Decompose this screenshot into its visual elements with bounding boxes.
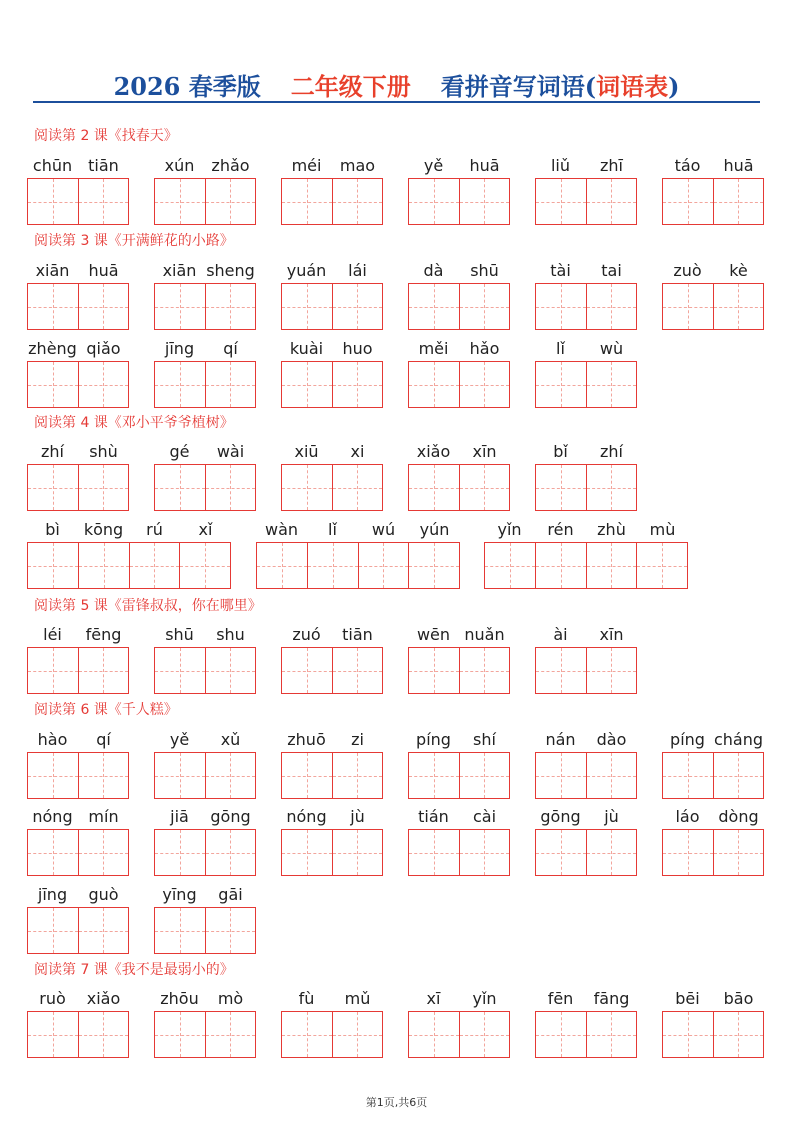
writing-cell[interactable] [155,830,205,875]
writing-cell[interactable] [282,284,332,329]
writing-box-group[interactable] [281,361,383,408]
pinyin-label: yuán [286,261,327,280]
writing-box-group[interactable] [154,829,256,876]
writing-cell[interactable] [332,753,383,798]
writing-cell[interactable] [155,362,205,407]
writing-box-group[interactable] [27,361,129,408]
pinyin-label: bì [45,520,60,539]
pinyin-label: wàn [264,520,299,539]
pinyin-label: yīng [162,885,197,904]
writing-cell[interactable] [663,284,713,329]
pinyin-label: dào [596,730,627,749]
pinyin-label: wēn [416,625,451,644]
pinyin-label: tián [418,807,449,826]
pinyin-label: xún [164,156,195,175]
pinyin-label: nóng [286,807,327,826]
writing-cell[interactable] [358,543,409,588]
pinyin-label: hǎo [469,339,500,358]
writing-cell[interactable] [409,465,459,510]
writing-cell[interactable] [155,908,205,953]
writing-cell[interactable] [205,908,256,953]
writing-cell[interactable] [459,362,510,407]
writing-box-group[interactable] [154,283,256,330]
lesson-heading: 阅读第 7 课《我不是最弱小的》 [34,962,234,978]
pinyin-label: dòng [718,807,759,826]
writing-cell[interactable] [663,753,713,798]
writing-cell[interactable] [78,362,129,407]
writing-cell[interactable] [282,465,332,510]
pinyin-label: cháng [713,730,764,749]
writing-cell[interactable] [155,753,205,798]
pinyin-label: lǐ [556,339,565,358]
pinyin-label: sheng [206,261,255,280]
writing-cell[interactable] [459,179,510,224]
writing-box-group[interactable] [154,178,256,225]
writing-cell[interactable] [409,179,459,224]
pinyin-label: xīn [599,625,624,644]
writing-cell[interactable] [663,830,713,875]
pinyin-label: dà [423,261,444,280]
writing-box-group[interactable] [662,829,764,876]
writing-box-group[interactable] [535,829,637,876]
writing-cell[interactable] [332,179,383,224]
pinyin-label: yě [423,156,444,175]
writing-cell[interactable] [536,830,586,875]
title-underline [33,101,760,103]
pinyin-label: bēi [675,989,700,1008]
writing-box-group[interactable] [281,283,383,330]
pinyin-label: nán [545,730,576,749]
writing-box-group[interactable] [154,361,256,408]
writing-cell[interactable] [332,465,383,510]
writing-cell[interactable] [409,362,459,407]
pinyin-label: xiān [35,261,70,280]
writing-cell[interactable] [332,362,383,407]
writing-cell[interactable] [409,830,459,875]
writing-box-group[interactable] [662,178,764,225]
writing-cell[interactable] [459,830,510,875]
writing-cell[interactable] [332,648,383,693]
pinyin-label: měi [418,339,449,358]
title-task: 看拼音写词语 [440,72,585,101]
writing-box-group[interactable] [27,752,129,799]
pinyin-label: qí [223,339,238,358]
pinyin-label: ài [553,625,568,644]
lesson-heading: 阅读第 5 课《雷锋叔叔，你在哪里》 [34,598,262,614]
lesson-heading: 阅读第 4 课《邓小平爷爷植树》 [34,415,234,431]
writing-box-group[interactable] [408,752,510,799]
pinyin-label: mín [88,807,119,826]
pinyin-label: kuài [289,339,324,358]
pinyin-label: yě [169,730,190,749]
writing-cell[interactable] [282,830,332,875]
writing-cell[interactable] [205,830,256,875]
writing-box-group[interactable] [154,752,256,799]
writing-box-group[interactable] [154,907,256,954]
writing-box-group[interactable] [27,907,129,954]
pinyin-label: xiū [294,442,319,461]
writing-cell[interactable] [28,543,78,588]
writing-cell[interactable] [586,830,637,875]
writing-box-group[interactable] [484,542,688,589]
pinyin-label: shū [470,261,499,280]
pinyin-label: mò [217,989,244,1008]
writing-cell[interactable] [129,543,180,588]
pinyin-label: shu [216,625,245,644]
writing-box-group[interactable] [408,283,510,330]
writing-box-group[interactable] [281,829,383,876]
pinyin-label: jiā [170,807,189,826]
writing-box-group[interactable] [535,647,637,694]
writing-box-group[interactable] [256,542,460,589]
writing-cell[interactable] [28,362,78,407]
lesson-heading: 阅读第 3 课《开满鲜花的小路》 [34,233,234,249]
writing-cell[interactable] [282,1012,332,1057]
pinyin-label: liǔ [550,156,571,175]
title-scope: 词语表 [596,72,669,101]
pinyin-label: jīng [37,885,68,904]
writing-cell[interactable] [663,179,713,224]
writing-box-group[interactable] [27,1011,129,1058]
pinyin-label: nóng [32,807,73,826]
writing-box-group[interactable] [27,829,129,876]
writing-box-group[interactable] [535,752,637,799]
pinyin-label: ruò [39,989,66,1008]
title-edition: 2026 春季版 [113,72,261,101]
writing-cell[interactable] [205,753,256,798]
pinyin-label: yǐn [472,989,497,1008]
writing-cell[interactable] [155,465,205,510]
writing-cell[interactable] [586,465,637,510]
pinyin-label: zhí [41,442,64,461]
writing-box-group[interactable] [535,464,637,511]
pinyin-label: qiǎo [86,339,121,358]
writing-cell[interactable] [459,648,510,693]
writing-box-group[interactable] [281,1011,383,1058]
pinyin-label: xi [350,442,365,461]
writing-cell[interactable] [78,179,129,224]
writing-cell[interactable] [535,543,586,588]
pinyin-label: xiān [162,261,197,280]
writing-cell[interactable] [155,179,205,224]
writing-cell[interactable] [282,753,332,798]
writing-cell[interactable] [78,543,129,588]
writing-cell[interactable] [332,284,383,329]
pinyin-label: xiǎo [416,442,451,461]
page-footer: 第1页,共6页 [365,1096,428,1109]
writing-cell[interactable] [179,543,230,588]
writing-box-group[interactable] [154,464,256,511]
pinyin-label: zuó [292,625,321,644]
writing-cell[interactable] [536,1012,586,1057]
pinyin-label: qí [96,730,111,749]
pinyin-label: kè [729,261,748,280]
writing-cell[interactable] [408,543,459,588]
writing-cell[interactable] [28,648,78,693]
pinyin-label: láo [675,807,700,826]
writing-box-group[interactable] [154,1011,256,1058]
writing-cell[interactable] [28,179,78,224]
writing-cell[interactable] [28,465,78,510]
pinyin-label: wù [599,339,624,358]
writing-box-group[interactable] [662,1011,764,1058]
writing-cell[interactable] [205,362,256,407]
lesson-heading: 阅读第 6 课《千人糕》 [34,702,178,718]
pinyin-label: hào [37,730,68,749]
writing-cell[interactable] [459,284,510,329]
pinyin-label: wài [216,442,245,461]
writing-box-group[interactable] [408,647,510,694]
writing-box-group[interactable] [535,178,637,225]
writing-cell[interactable] [78,830,129,875]
pinyin-label: bāo [723,989,754,1008]
writing-cell[interactable] [409,753,459,798]
pinyin-label: fēn [547,989,574,1008]
pinyin-label: huā [469,156,500,175]
pinyin-label: zhī [600,156,623,175]
pinyin-label: bǐ [553,442,568,461]
writing-cell[interactable] [332,830,383,875]
writing-cell[interactable] [282,648,332,693]
pinyin-label: zhǎo [211,156,250,175]
writing-box-group[interactable] [27,647,129,694]
writing-cell[interactable] [636,543,687,588]
pinyin-label: rú [146,520,163,539]
writing-cell[interactable] [536,284,586,329]
writing-cell[interactable] [409,648,459,693]
writing-cell[interactable] [205,179,256,224]
writing-cell[interactable] [205,465,256,510]
title-paren-open: ( [584,72,597,101]
writing-cell[interactable] [205,648,256,693]
pinyin-label: zhuō [287,730,326,749]
pinyin-label: rén [547,520,574,539]
writing-cell[interactable] [205,1012,256,1057]
pinyin-label: jù [350,807,365,826]
writing-cell[interactable] [663,1012,713,1057]
pinyin-label: léi [43,625,62,644]
writing-box-group[interactable] [662,752,764,799]
pinyin-label: shù [89,442,118,461]
writing-cell[interactable] [713,830,764,875]
writing-box-group[interactable] [27,178,129,225]
pinyin-label: mao [339,156,376,175]
writing-box-group[interactable] [281,647,383,694]
writing-cell[interactable] [332,1012,383,1057]
writing-cell[interactable] [586,753,637,798]
writing-cell[interactable] [536,648,586,693]
writing-box-group[interactable] [281,464,383,511]
pinyin-label: nuǎn [464,625,505,644]
pinyin-label: fēng [85,625,122,644]
writing-cell[interactable] [586,362,637,407]
writing-cell[interactable] [28,908,78,953]
pinyin-label: kōng [83,520,124,539]
writing-cell[interactable] [459,753,510,798]
writing-box-group[interactable] [535,361,637,408]
pinyin-label: xīn [472,442,497,461]
pinyin-label: zhōu [160,989,199,1008]
writing-box-group[interactable] [662,283,764,330]
pinyin-label: huā [88,261,119,280]
pinyin-label: xī [426,989,441,1008]
pinyin-label: cài [472,807,497,826]
writing-box-group[interactable] [154,647,256,694]
pinyin-label: yǐn [497,520,522,539]
writing-cell[interactable] [282,179,332,224]
writing-cell[interactable] [78,648,129,693]
writing-cell[interactable] [536,179,586,224]
writing-cell[interactable] [586,543,637,588]
pinyin-label: táo [674,156,701,175]
writing-cell[interactable] [155,1012,205,1057]
writing-cell[interactable] [536,753,586,798]
writing-cell[interactable] [409,1012,459,1057]
pinyin-label: shū [165,625,194,644]
writing-cell[interactable] [586,179,637,224]
writing-box-group[interactable] [27,283,129,330]
writing-cell[interactable] [713,179,764,224]
pinyin-label: lǐ [328,520,337,539]
writing-cell[interactable] [257,543,307,588]
pinyin-label: shí [473,730,496,749]
pinyin-label: wú [371,520,396,539]
pinyin-label: xiǎo [86,989,121,1008]
pinyin-label: xǐ [198,520,213,539]
writing-cell[interactable] [459,465,510,510]
writing-cell[interactable] [485,543,535,588]
writing-box-group[interactable] [281,752,383,799]
writing-box-group[interactable] [408,829,510,876]
pinyin-label: tiān [88,156,119,175]
writing-cell[interactable] [78,1012,129,1057]
pinyin-label: fù [298,989,315,1008]
pinyin-label: jīng [164,339,195,358]
writing-cell[interactable] [78,753,129,798]
pinyin-label: chūn [32,156,73,175]
pinyin-label: tiān [342,625,373,644]
writing-box-group[interactable] [281,178,383,225]
pinyin-label: lái [348,261,367,280]
pinyin-label: zhèng [28,339,77,358]
pinyin-label: tài [550,261,571,280]
page-title [0,70,793,104]
pinyin-label: huā [723,156,754,175]
writing-cell[interactable] [307,543,358,588]
writing-cell[interactable] [586,284,637,329]
pinyin-label: gōng [210,807,251,826]
pinyin-label: fāng [593,989,630,1008]
writing-cell[interactable] [536,362,586,407]
pinyin-label: guò [88,885,119,904]
writing-cell[interactable] [155,648,205,693]
writing-cell[interactable] [282,362,332,407]
pinyin-label: píng [670,730,705,749]
pinyin-label: tai [601,261,622,280]
writing-box-group[interactable] [535,1011,637,1058]
pinyin-label: píng [416,730,451,749]
pinyin-label: zuò [673,261,702,280]
writing-cell[interactable] [78,908,129,953]
pinyin-label: yún [419,520,450,539]
lesson-heading: 阅读第 2 课《找春天》 [34,128,178,144]
pinyin-label: gé [169,442,190,461]
pinyin-label: gōng [540,807,581,826]
writing-box-group[interactable] [27,542,231,589]
pinyin-label: gāi [218,885,243,904]
writing-cell[interactable] [28,830,78,875]
pinyin-label: mǔ [344,989,371,1008]
writing-cell[interactable] [536,465,586,510]
pinyin-label: xǔ [220,730,241,749]
writing-cell[interactable] [28,1012,78,1057]
pinyin-label: zi [351,730,364,749]
pinyin-label: méi [291,156,322,175]
writing-cell[interactable] [28,753,78,798]
writing-cell[interactable] [155,284,205,329]
title-grade: 二年级下册 [290,72,411,101]
writing-cell[interactable] [409,284,459,329]
writing-cell[interactable] [78,284,129,329]
writing-cell[interactable] [205,284,256,329]
writing-box-group[interactable] [27,464,129,511]
writing-cell[interactable] [586,1012,637,1057]
pinyin-label: jù [604,807,619,826]
pinyin-label: huo [342,339,373,358]
writing-box-group[interactable] [408,361,510,408]
writing-box-group[interactable] [535,283,637,330]
pinyin-label: zhí [600,442,623,461]
writing-cell[interactable] [713,1012,764,1057]
writing-box-group[interactable] [408,1011,510,1058]
pinyin-label: mù [649,520,676,539]
writing-cell[interactable] [78,465,129,510]
title-paren-close: ) [668,72,680,101]
writing-cell[interactable] [459,1012,510,1057]
writing-box-group[interactable] [408,178,510,225]
writing-cell[interactable] [713,284,764,329]
writing-box-group[interactable] [408,464,510,511]
writing-cell[interactable] [28,284,78,329]
pinyin-label: zhù [597,520,626,539]
writing-cell[interactable] [713,753,764,798]
writing-cell[interactable] [586,648,637,693]
